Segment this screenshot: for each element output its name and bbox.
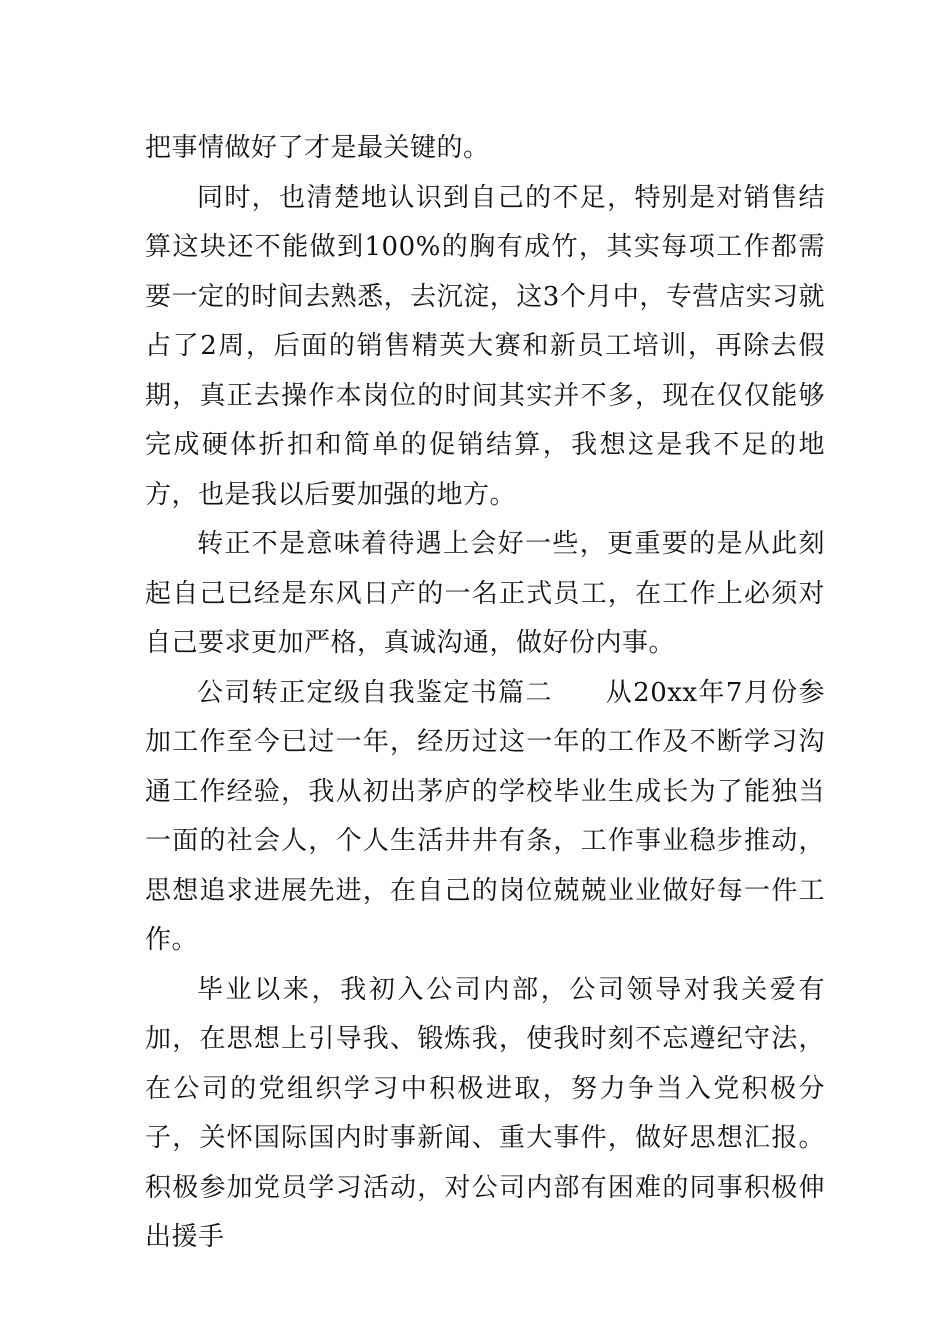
paragraph-2 bbox=[145, 174, 825, 521]
paragraph-4 bbox=[145, 669, 825, 966]
section-heading: 公司转正定级自我鉴定书篇二 bbox=[197, 677, 553, 708]
paragraph-2-text: 同时，也清楚地认识到自己的不足，特别是对销售结算这块还不能做到100%的胸有成竹，其实每项工作都需要一定的时间去熟悉，去沉淀，这3个月中，专营店实习就占了2周，后面的销售精英大赛和新员工培训，再除去假期，真正去操作本岗位的时间其实并不多，现在仅仅能够完成硬体折扣和简单的促销结算，我想这是我不足的地方，也是我以后要加强的地方。 bbox=[145, 182, 825, 510]
paragraph-5-text: 毕业以来，我初入公司内部，公司领导对我关爱有加，在思想上引导我、锻炼我，使我时刻不忘遵纪守法，在公司的党组织学习中积极进取，努力争当入党积极分子，关怀国际国内时事新闻、重大事件，做好思想汇报。积极参加党员学习活动，对公司内部有困难的同事积极伸出援手 bbox=[145, 974, 825, 1252]
document-body bbox=[145, 124, 825, 1263]
paragraph-3-text: 转正不是意味着待遇上会好一些，更重要的是从此刻起自己已经是东风日产的一名正式员工，在工作上必须对自己要求更加严格，真诚沟通，做好份内事。 bbox=[145, 529, 825, 658]
paragraph-4-text: 从20xx年7月份参加工作至今已过一年，经历过这一年的工作及不断学习沟通工作经验，我从初出茅庐的学校毕业生成长为了能独当一面的社会人，个人生活井井有条，工作事业稳步推动，思想追求进展先进，在自己的岗位兢兢业业做好每一件工作。 bbox=[145, 677, 825, 955]
paragraph-1-text: 把事情做好了才是最关键的。 bbox=[145, 133, 490, 163]
paragraph-3 bbox=[145, 520, 825, 669]
paragraph-5 bbox=[145, 966, 825, 1263]
paragraph-1 bbox=[145, 124, 825, 174]
